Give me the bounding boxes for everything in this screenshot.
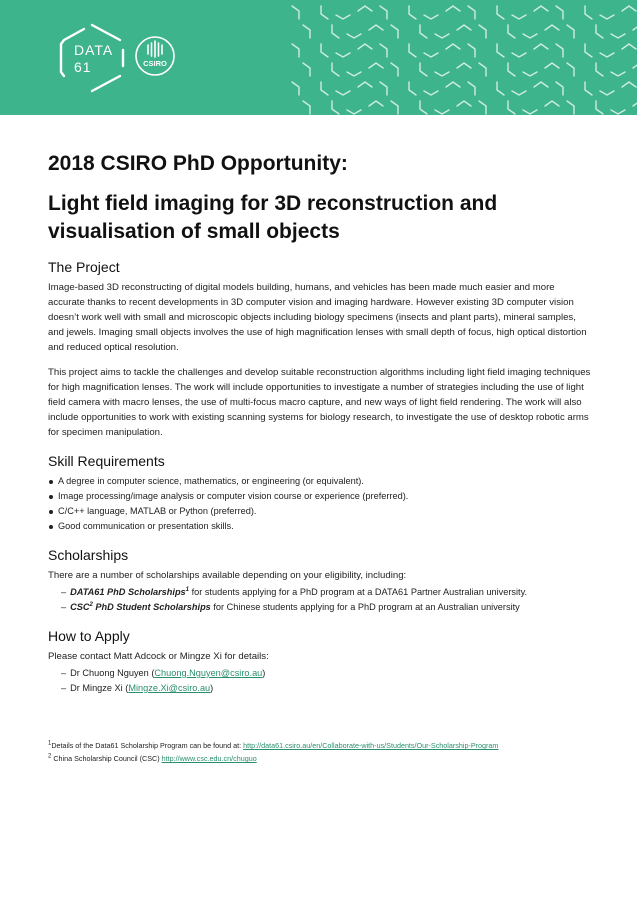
project-heading: The Project bbox=[48, 259, 120, 275]
project-paragraph-1: Image-based 3D reconstructing of digital models building, humans, and vehicles has been made much easier and more accurate thanks to recent developments in 3D computer vision and imaging hardware. However existing 3D computer vision doesn’t work well with small and microscopic objects including biology specimens (insects and plant parts), mineral samples, and jewels. Imaging small objects involves the use of high magnification lenses with small depth of focus, high optical distortion and reduced optical resolution. bbox=[48, 282, 587, 353]
footnote-1 bbox=[48, 739, 608, 752]
skill-text: Image processing/image analysis or computer vision course or experience (preferred). bbox=[58, 491, 409, 501]
csiro-logo-text: CSIRO bbox=[143, 59, 167, 68]
hexagon-segment bbox=[435, 110, 449, 114]
hexagon-segment bbox=[596, 63, 603, 76]
footnote-ref: 2 bbox=[89, 601, 93, 608]
hexagon-segment bbox=[585, 6, 592, 19]
list-item bbox=[61, 600, 593, 615]
hexagon-segment bbox=[512, 91, 526, 95]
hexagon-segment bbox=[332, 63, 339, 76]
hexagon-segment bbox=[545, 63, 559, 68]
hexagon-segment bbox=[420, 101, 427, 114]
hexagon-segment bbox=[622, 44, 636, 49]
main-content bbox=[48, 150, 593, 702]
footnotes bbox=[48, 739, 608, 765]
hexagon-segment bbox=[457, 63, 471, 68]
hexagon-segment bbox=[534, 6, 548, 11]
hexagon-segment bbox=[545, 101, 559, 106]
hexagon-segment bbox=[633, 25, 637, 30]
footnote-mark: 2 bbox=[48, 753, 52, 760]
hexagon-segment bbox=[303, 101, 310, 114]
hexagon-segment bbox=[523, 110, 537, 114]
hexagon-segment bbox=[523, 34, 537, 38]
scholarship-description: for Chinese students applying for a PhD program at an Australian university bbox=[210, 602, 520, 612]
footnote-2 bbox=[48, 752, 608, 765]
hexagon-segment bbox=[424, 91, 438, 95]
hexagon-segment bbox=[347, 34, 361, 38]
hexagon-segment bbox=[380, 6, 387, 19]
dash-mark: – bbox=[61, 668, 67, 678]
footnote-mark: 1 bbox=[48, 740, 52, 747]
contact-email-link[interactable]: Mingze.Xi@csiro.au bbox=[128, 683, 211, 693]
hexagon-segment bbox=[409, 44, 416, 57]
hexagon-segment bbox=[347, 72, 361, 76]
footnote-ref: 1 bbox=[185, 586, 190, 593]
hexagon-segment bbox=[633, 63, 637, 68]
hexagon-segment bbox=[512, 53, 526, 57]
hexagon-segment bbox=[358, 82, 372, 87]
scholarship-name: CSC bbox=[70, 602, 90, 612]
hexagon-segment bbox=[596, 101, 603, 114]
apply-intro: Please contact Matt Adcock or Mingze Xi for details: bbox=[48, 651, 269, 662]
hexagon-segment bbox=[424, 53, 438, 57]
hexagon-segment bbox=[391, 63, 398, 76]
dash-mark: – bbox=[61, 587, 67, 597]
contacts-list bbox=[48, 666, 593, 696]
project-paragraph-2: This project aims to tackle the challenges and develop suitable reconstruction algorithms including light field imaging techniques for high magnification lenses. The work will include opportunities to investigate a number of strategies including the use of light field camera with macro lenses, the use of multi-focus macro capture, and new ways of light field rendering. The work will also include opportunities to work with existing scanning systems for biology research, to investigate the use of desktop robotic arms for specimen manipulation. bbox=[48, 367, 591, 438]
hexagon-segment bbox=[585, 82, 592, 95]
hexagon-segment bbox=[633, 101, 637, 106]
data61-logo-line1: DATA bbox=[74, 42, 114, 58]
bullet-icon bbox=[49, 510, 53, 514]
hexagon-segment bbox=[321, 6, 328, 19]
hexagon-segment bbox=[534, 82, 548, 87]
hexagon-segment bbox=[409, 6, 416, 19]
hexagon-segment bbox=[336, 53, 350, 57]
hexagon-segment bbox=[369, 101, 383, 106]
hexagon-segment bbox=[567, 63, 574, 76]
hexagon-segment bbox=[600, 15, 614, 19]
hexagon-segment bbox=[622, 6, 636, 11]
hexagon-segment bbox=[336, 15, 350, 19]
hexagon-segment bbox=[424, 15, 438, 19]
hexagon-segment bbox=[508, 101, 515, 114]
hexagon-segment bbox=[292, 82, 299, 95]
page-subtitle: Light field imaging for 3D reconstruction and visualisation of small objects bbox=[48, 192, 498, 243]
list-item bbox=[48, 474, 593, 489]
hexagon-segment bbox=[622, 82, 636, 87]
footnote-text: Details of the Data61 Scholarship Program can be found at: bbox=[51, 741, 244, 750]
skills-list bbox=[48, 474, 593, 534]
apply-heading: How to Apply bbox=[48, 628, 130, 644]
hexagon-segment bbox=[508, 25, 515, 38]
skill-text: C/C++ language, MATLAB or Python (preferred). bbox=[58, 506, 257, 516]
hexagon-segment bbox=[468, 44, 475, 57]
data61-logo bbox=[58, 22, 126, 94]
hexagon-segment bbox=[292, 44, 299, 57]
hexagon-segment bbox=[596, 25, 603, 38]
dash-mark: – bbox=[61, 683, 67, 693]
hexagon-segment bbox=[468, 82, 475, 95]
hexagon-segment bbox=[457, 25, 471, 30]
hexagon-segment bbox=[369, 25, 383, 30]
hexagon-segment bbox=[409, 82, 416, 95]
hexagon-segment bbox=[567, 25, 574, 38]
hexagon-segment bbox=[479, 25, 486, 38]
hexagon-segment bbox=[556, 6, 563, 19]
bullet-icon bbox=[49, 495, 53, 499]
footnote-link[interactable]: http://www.csc.edu.cn/chuguo bbox=[161, 754, 257, 763]
hexagon-segment bbox=[446, 82, 460, 87]
hexagon-segment bbox=[497, 44, 504, 57]
list-item bbox=[48, 504, 593, 519]
hexagon-segment bbox=[369, 63, 383, 68]
hexagon-segment bbox=[391, 25, 398, 38]
hexagon-segment bbox=[468, 6, 475, 19]
list-item bbox=[48, 489, 593, 504]
footnote-link[interactable]: http://data61.csiro.au/en/Collaborate-with-us/Students/Our-Scholarship-Program bbox=[243, 741, 499, 750]
hexagon-segment bbox=[446, 6, 460, 11]
hexagon-segment bbox=[611, 34, 625, 38]
hexagon-segment bbox=[420, 25, 427, 38]
list-item bbox=[61, 585, 593, 600]
list-item bbox=[48, 519, 593, 534]
scholarship-description: for students applying for a PhD program at a DATA61 Partner Australian university. bbox=[189, 587, 528, 597]
header-banner bbox=[0, 0, 637, 115]
hexagon-segment bbox=[611, 110, 625, 114]
hexagon-segment bbox=[556, 44, 563, 57]
hexagon-segment bbox=[420, 63, 427, 76]
hexagon-segment bbox=[497, 6, 504, 19]
contact-name: Dr Chuong Nguyen ( bbox=[70, 668, 155, 678]
hexagon-segment bbox=[332, 25, 339, 38]
scholarships-heading: Scholarships bbox=[48, 547, 129, 563]
hexagon-segment bbox=[446, 44, 460, 49]
hexagon-segment bbox=[380, 44, 387, 57]
scholarship-name: DATA61 PhD Scholarships bbox=[70, 587, 186, 597]
hexagon-segment bbox=[600, 91, 614, 95]
hexagon-segment bbox=[303, 25, 310, 38]
hexagon-segment bbox=[545, 25, 559, 30]
hexagon-segment bbox=[358, 44, 372, 49]
hexagon-segment bbox=[435, 34, 449, 38]
contact-close: ) bbox=[262, 668, 266, 678]
scholarships-list bbox=[48, 585, 593, 615]
footnote-text: China Scholarship Council (CSC) bbox=[51, 754, 162, 763]
list-item bbox=[61, 666, 593, 681]
contact-close: ) bbox=[210, 683, 214, 693]
hexagon-segment bbox=[336, 91, 350, 95]
contact-email-link[interactable]: Chuong.Nguyen@csiro.au bbox=[154, 668, 263, 678]
data61-logo-line2: 61 bbox=[74, 59, 92, 75]
dash-mark: – bbox=[61, 602, 67, 612]
hexagon-segment bbox=[358, 6, 372, 11]
hexagon-segment bbox=[435, 72, 449, 76]
hexagon-segment bbox=[457, 101, 471, 106]
bullet-icon bbox=[49, 525, 53, 529]
hexagon-segment bbox=[391, 101, 398, 114]
hexagon-segment bbox=[512, 15, 526, 19]
hexagon-segment bbox=[497, 82, 504, 95]
hexagon-segment bbox=[479, 101, 486, 114]
hexagon-segment bbox=[321, 44, 328, 57]
hexagon-segment bbox=[321, 82, 328, 95]
hexagon-segment bbox=[611, 72, 625, 76]
scholarship-name-rest: PhD Student Scholarships bbox=[92, 602, 211, 612]
hexagon-segment bbox=[380, 82, 387, 95]
hexagon-segment bbox=[479, 63, 486, 76]
skills-heading: Skill Requirements bbox=[48, 453, 165, 469]
hexagon-segment bbox=[585, 44, 592, 57]
skill-text: A degree in computer science, mathematics, or engineering (or equivalent). bbox=[58, 476, 364, 486]
hexagon-segment bbox=[523, 72, 537, 76]
page-title: 2018 CSIRO PhD Opportunity: bbox=[48, 152, 348, 175]
scholarships-intro: There are a number of scholarships available depending on your eligibility, including: bbox=[48, 570, 407, 581]
list-item bbox=[61, 681, 593, 696]
hexagon-segment bbox=[347, 110, 361, 114]
hexagon-segment bbox=[567, 101, 574, 114]
hexagon-segment bbox=[508, 63, 515, 76]
hexagon-segment bbox=[600, 53, 614, 57]
contact-name: Dr Mingze Xi ( bbox=[70, 683, 129, 693]
hexagon-segment bbox=[556, 82, 563, 95]
hexagon-segment bbox=[332, 101, 339, 114]
hexagon-segment bbox=[534, 44, 548, 49]
bullet-icon bbox=[49, 480, 53, 484]
hexagon-segment bbox=[292, 6, 299, 19]
csiro-logo bbox=[135, 36, 175, 76]
skill-text: Good communication or presentation skills. bbox=[58, 521, 234, 531]
hexagon-segment bbox=[303, 63, 310, 76]
